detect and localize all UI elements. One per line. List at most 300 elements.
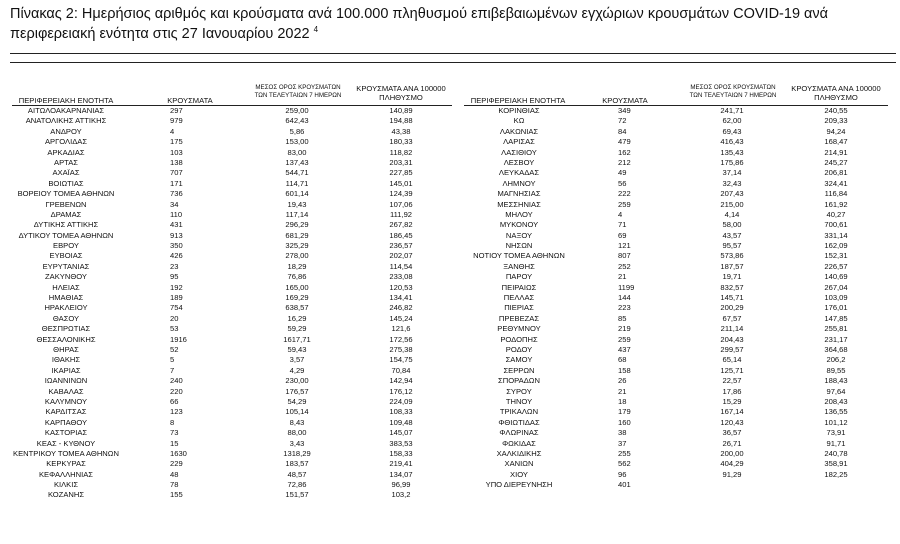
left-header-avg <box>245 84 351 100</box>
right-cell-avg: 22,57 <box>722 376 742 386</box>
left-cell-rate: 158,33 <box>389 448 413 458</box>
table-row <box>0 231 455 241</box>
table-row <box>455 376 900 386</box>
right-cell-avg: 26,71 <box>722 438 742 448</box>
left-cell-rate: 172,56 <box>389 334 413 344</box>
left-cell-avg: 165,00 <box>285 282 309 292</box>
right-cell-region: ΛΕΣΒΟΥ <box>503 157 535 167</box>
table-row <box>0 459 455 469</box>
table-row <box>0 168 455 178</box>
left-cell-rate: 154,75 <box>389 355 413 365</box>
right-cell-region: ΛΑΚΩΝΙΑΣ <box>499 126 539 136</box>
right-cell-cases: 349 <box>618 106 631 115</box>
right-cell-rate: 208,43 <box>824 396 848 406</box>
left-cell-rate: 275,38 <box>389 344 413 354</box>
left-cell-rate: 142,94 <box>389 376 413 386</box>
right-cell-avg: 67,57 <box>722 313 742 323</box>
table-row <box>0 251 455 261</box>
left-cell-avg: 72,86 <box>287 480 307 490</box>
right-cell-cases: 252 <box>618 261 631 271</box>
left-cell-avg: 114,71 <box>285 178 309 188</box>
right-cell-region: ΦΛΩΡΙΝΑΣ <box>499 428 539 438</box>
left-cell-region: ΕΥΡΥΤΑΝΙΑΣ <box>42 261 90 271</box>
right-cell-avg: 65,14 <box>722 355 742 365</box>
right-cell-rate: 73,91 <box>826 428 846 438</box>
table-row <box>455 407 900 417</box>
left-cell-cases: 123 <box>170 407 183 417</box>
right-cell-cases: 26 <box>618 376 627 386</box>
right-cell-rate: 240,78 <box>824 448 848 458</box>
right-cell-rate: 182,25 <box>824 469 848 479</box>
left-cell-avg: 230,00 <box>285 376 309 386</box>
left-header-rate-line1: ΚΡΟΥΣΜΑΤΑ ΑΝΑ 100000 <box>356 84 446 93</box>
left-cell-region: ΑΙΤΩΛΟΑΚΑΡΝΑΝΙΑΣ <box>27 106 105 115</box>
right-cell-cases: 807 <box>618 251 631 261</box>
right-cell-region: ΛΑΡΙΣΑΣ <box>503 137 535 147</box>
table-row <box>0 189 455 199</box>
right-cell-avg: 43,57 <box>722 230 742 240</box>
right-cell-avg: 211,14 <box>720 324 744 334</box>
left-cell-cases: 7 <box>170 365 175 375</box>
table-row <box>455 262 900 272</box>
table-row <box>455 293 900 303</box>
right-cell-region: ΠΕΛΛΑΣ <box>503 293 535 303</box>
left-cell-region: ΗΛΕΙΑΣ <box>52 282 80 292</box>
left-cell-region: ΔΥΤΙΚΟΥ ΤΟΜΕΑ ΑΘΗΝΩΝ <box>18 230 114 240</box>
left-cell-avg: 4,29 <box>289 365 305 375</box>
right-cell-avg: 4,14 <box>724 209 740 219</box>
left-cell-avg: 183,57 <box>285 459 309 469</box>
table-row <box>455 127 900 137</box>
table-row <box>455 366 900 376</box>
right-cell-rate: 89,55 <box>826 365 846 375</box>
left-cell-region: ΑΡΓΟΛΙΔΑΣ <box>44 137 88 147</box>
left-cell-cases: 20 <box>170 313 179 323</box>
right-cell-region: ΣΥΡΟΥ <box>506 386 532 396</box>
right-cell-cases: 437 <box>618 344 631 354</box>
left-cell-cases: 171 <box>170 178 183 188</box>
left-cell-avg: 117,14 <box>285 209 309 219</box>
right-cell-region: ΛΕΥΚΑΔΑΣ <box>498 168 540 178</box>
left-cell-cases: 48 <box>170 469 179 479</box>
right-cell-rate: 147,85 <box>824 313 848 323</box>
right-cell-rate: 206,2 <box>826 355 846 365</box>
left-cell-avg: 19,43 <box>287 199 307 209</box>
right-cell-rate: 226,57 <box>824 261 848 271</box>
left-cell-avg: 137,43 <box>285 157 309 167</box>
left-cell-region: ΙΘΑΚΗΣ <box>51 355 81 365</box>
left-cell-cases: 913 <box>170 230 183 240</box>
table-row <box>455 459 900 469</box>
table-row <box>455 231 900 241</box>
left-cell-region: ΓΡΕΒΕΝΩΝ <box>45 199 87 209</box>
left-cell-cases: 5 <box>170 355 175 365</box>
right-cell-cases: 223 <box>618 303 631 313</box>
right-cell-rate: 700,61 <box>824 220 848 230</box>
right-cell-avg: 120,43 <box>720 417 744 427</box>
right-cell-region: ΣΠΟΡΑΔΩΝ <box>498 376 540 386</box>
table-row <box>0 324 455 334</box>
left-cell-rate: 145,07 <box>389 428 413 438</box>
right-cell-rate: 188,43 <box>824 376 848 386</box>
right-cell-avg: 37,14 <box>722 168 742 178</box>
right-cell-region: ΠΕΙΡΑΙΩΣ <box>501 282 537 292</box>
right-cell-cases: 1199 <box>618 282 635 292</box>
left-cell-avg: 59,29 <box>287 324 307 334</box>
table-row <box>0 179 455 189</box>
table-row <box>0 272 455 282</box>
left-cell-rate: 202,07 <box>389 251 413 261</box>
right-cell-rate: 245,27 <box>824 157 848 167</box>
table-row <box>455 168 900 178</box>
left-cell-cases: 73 <box>170 428 179 438</box>
left-cell-rate: 227,85 <box>389 168 413 178</box>
left-cell-region: ΔΡΑΜΑΣ <box>50 209 82 219</box>
left-cell-region: ΚΑΒΑΛΑΣ <box>48 386 84 396</box>
right-cell-rate: 331,14 <box>824 230 848 240</box>
left-cell-avg: 59,43 <box>287 344 307 354</box>
right-cell-rate: 91,71 <box>826 438 846 448</box>
table-row <box>455 116 900 126</box>
left-cell-region: ΗΜΑΘΙΑΣ <box>48 293 84 303</box>
right-cell-rate: 267,04 <box>824 282 848 292</box>
caption-footnote-marker: 4 <box>313 25 319 35</box>
right-cell-cases: 18 <box>618 396 627 406</box>
right-cell-avg: 241,71 <box>720 106 744 115</box>
left-cell-cases: 23 <box>170 261 179 271</box>
right-cell-region: ΝΑΞΟΥ <box>505 230 533 240</box>
right-cell-avg: 200,29 <box>720 303 744 313</box>
table-row <box>455 397 900 407</box>
right-cell-cases: 49 <box>618 168 627 178</box>
left-header-cases: ΚΡΟΥΣΜΑΤΑ <box>167 96 213 105</box>
left-cell-rate: 118,82 <box>389 147 413 157</box>
table-row <box>0 158 455 168</box>
left-cell-region: ΚΕΑΣ - ΚΥΘΝΟΥ <box>36 438 96 448</box>
left-cell-rate: 108,33 <box>389 407 413 417</box>
left-cell-rate: 70,84 <box>391 365 411 375</box>
left-cell-rate: 233,08 <box>389 272 413 282</box>
right-cell-cases: 259 <box>618 199 631 209</box>
left-cell-cases: 220 <box>170 386 183 396</box>
left-cell-rate: 267,82 <box>389 220 413 230</box>
left-cell-region: ΙΚΑΡΙΑΣ <box>51 365 81 375</box>
right-cell-region: ΚΟΡΙΝΘΙΑΣ <box>498 106 540 115</box>
right-cell-cases: 96 <box>618 469 627 479</box>
left-cell-rate: 134,41 <box>389 293 413 303</box>
left-cell-cases: 229 <box>170 459 183 469</box>
right-cell-cases: 219 <box>618 324 631 334</box>
left-cell-avg: 259,00 <box>285 106 309 115</box>
table-row <box>0 210 455 220</box>
left-cell-region: ΚΟΖΑΝΗΣ <box>47 490 85 500</box>
right-cell-rate: 209,33 <box>824 116 848 126</box>
right-cell-rate: 162,09 <box>824 241 848 251</box>
left-cell-cases: 707 <box>170 168 183 178</box>
right-cell-region: ΧΙΟΥ <box>510 469 528 479</box>
table-row <box>0 397 455 407</box>
left-cell-rate: 236,57 <box>389 241 413 251</box>
left-cell-rate: 109,48 <box>389 417 413 427</box>
right-cell-cases: 72 <box>618 116 627 126</box>
left-cell-cases: 110 <box>170 209 183 219</box>
right-cell-cases: 84 <box>618 126 627 136</box>
table-row <box>455 470 900 480</box>
right-cell-cases: 212 <box>618 157 631 167</box>
table-row <box>455 241 900 251</box>
left-cell-cases: 138 <box>170 157 183 167</box>
left-cell-region: ΕΒΡΟΥ <box>53 241 79 251</box>
left-cell-region: ΚΑΡΔΙΤΣΑΣ <box>45 407 87 417</box>
left-cell-region: ΚΙΛΚΙΣ <box>53 480 79 490</box>
right-cell-region: ΜΗΛΟΥ <box>505 209 533 219</box>
right-cell-rate: 101,12 <box>824 417 848 427</box>
left-cell-cases: 78 <box>170 480 179 490</box>
right-cell-rate: 152,31 <box>824 251 848 261</box>
right-header-region: ΠΕΡΙΦΕΡΕΙΑΚΗ ΕΝΟΤΗΤΑ <box>470 96 566 105</box>
table-row <box>0 116 455 126</box>
table-row <box>0 200 455 210</box>
right-cell-region: ΡΕΘΥΜΝΟΥ <box>497 324 541 334</box>
left-cell-avg: 18,29 <box>287 261 307 271</box>
table-row <box>455 335 900 345</box>
right-cell-cases: 160 <box>618 417 631 427</box>
left-cell-cases: 240 <box>170 376 183 386</box>
left-cell-avg: 3,43 <box>289 438 305 448</box>
left-cell-region: ΘΕΣΠΡΩΤΙΑΣ <box>41 324 91 334</box>
left-cell-rate: 114,54 <box>389 261 413 271</box>
right-cell-region: ΞΑΝΘΗΣ <box>503 261 535 271</box>
left-cell-rate: 103,2 <box>391 490 411 500</box>
caption-text: Πίνακας 2: Ημερήσιος αριθμός και κρούσματα ανά 100.000 πληθυσμού επιβεβαιωμένων εγχώριων κρουσμάτων COVID-19 ανά περιφερειακή ενότητα στις 27 Ιανουαρίου 2022 <box>10 6 829 42</box>
left-cell-region: ΑΝΑΤΟΛΙΚΗΣ ΑΤΤΙΚΗΣ <box>25 116 107 126</box>
right-cell-region: ΠΑΡΟΥ <box>505 272 533 282</box>
left-cell-rate: 120,53 <box>389 282 413 292</box>
right-cell-cases: 21 <box>618 386 627 396</box>
left-cell-avg: 105,14 <box>285 407 309 417</box>
right-header-rate-line2: ΠΛΗΘΥΣΜΟ <box>814 93 858 102</box>
right-cell-avg: 187,57 <box>720 261 744 271</box>
right-cell-avg: 175,86 <box>720 157 744 167</box>
right-cell-cases: 21 <box>618 272 627 282</box>
left-cell-avg: 3,57 <box>289 355 305 365</box>
right-cell-avg: 215,00 <box>720 199 744 209</box>
right-cell-rate: 364,68 <box>824 344 848 354</box>
left-cell-region: ΒΟΡΕΙΟΥ ΤΟΜΕΑ ΑΘΗΝΩΝ <box>17 189 115 199</box>
left-cell-avg: 88,00 <box>287 428 307 438</box>
table-row <box>455 106 900 116</box>
right-cell-cases: 69 <box>618 230 627 240</box>
table-row <box>455 418 900 428</box>
table-row <box>0 127 455 137</box>
left-cell-cases: 979 <box>170 116 183 126</box>
left-cell-cases: 1630 <box>170 448 187 458</box>
right-cell-region: ΜΕΣΣΗΝΙΑΣ <box>497 199 541 209</box>
left-cell-avg: 8,43 <box>289 417 305 427</box>
left-cell-avg: 153,00 <box>285 137 309 147</box>
left-cell-region: ΔΥΤΙΚΗΣ ΑΤΤΙΚΗΣ <box>33 220 99 230</box>
left-header-avg-line2: ΤΩΝ ΤΕΛΕΥΤΑΙΩΝ 7 ΗΜΕΡΩΝ <box>254 92 342 99</box>
table-row <box>455 355 900 365</box>
left-cell-avg: 296,29 <box>285 220 309 230</box>
left-cell-avg: 169,29 <box>285 293 309 303</box>
left-cell-rate: 176,12 <box>389 386 413 396</box>
left-cell-avg: 544,71 <box>285 168 309 178</box>
left-cell-rate: 111,92 <box>389 209 413 219</box>
left-cell-cases: 736 <box>170 189 183 199</box>
right-cell-avg: 32,43 <box>722 178 742 188</box>
left-cell-avg: 54,29 <box>287 396 307 406</box>
table-row <box>455 324 900 334</box>
table-row <box>455 251 900 261</box>
left-cell-cases: 350 <box>170 241 183 251</box>
right-cell-cases: 56 <box>618 178 627 188</box>
table-row <box>0 387 455 397</box>
table-row <box>455 345 900 355</box>
right-cell-avg: 832,57 <box>720 282 744 292</box>
table-row <box>455 158 900 168</box>
right-cell-rate: 358,91 <box>824 459 848 469</box>
right-cell-rate: 240,55 <box>824 106 848 115</box>
right-header-avg-line2: ΤΩΝ ΤΕΛΕΥΤΑΙΩΝ 7 ΗΜΕΡΩΝ <box>689 92 777 99</box>
left-cell-rate: 219,41 <box>389 459 413 469</box>
right-cell-cases: 4 <box>618 209 623 219</box>
left-cell-rate: 180,33 <box>389 137 413 147</box>
right-cell-region: ΣΑΜΟΥ <box>505 355 533 365</box>
table-row <box>0 439 455 449</box>
table-row <box>455 314 900 324</box>
right-cell-rate: 116,84 <box>824 189 848 199</box>
right-cell-avg: 36,57 <box>722 428 742 438</box>
right-cell-avg: 62,00 <box>722 116 742 126</box>
table-row <box>0 376 455 386</box>
left-cell-region: ΚΕΦΑΛΛΗΝΙΑΣ <box>38 469 94 479</box>
caption-rule-bottom <box>10 62 896 63</box>
right-cell-cases: 401 <box>618 480 631 490</box>
table-row <box>0 303 455 313</box>
right-cell-region: ΝΗΣΩΝ <box>505 241 533 251</box>
left-cell-cases: 754 <box>170 303 183 313</box>
left-cell-avg: 5,86 <box>289 126 305 136</box>
table-row <box>0 470 455 480</box>
left-cell-region: ΙΩΑΝΝΙΝΩΝ <box>44 376 88 386</box>
right-cell-cases: 259 <box>618 334 631 344</box>
table-row <box>455 179 900 189</box>
right-cell-avg: 145,71 <box>720 293 744 303</box>
right-cell-cases: 158 <box>618 365 631 375</box>
right-header-avg-line1: ΜΕΣΟΣ ΟΡΟΣ ΚΡΟΥΣΜΑΤΩΝ <box>690 84 776 91</box>
left-header-rate-line2: ΠΛΗΘΥΣΜΟ <box>379 93 423 102</box>
table-row <box>0 137 455 147</box>
left-cell-avg: 16,29 <box>287 313 307 323</box>
table-row <box>455 428 900 438</box>
right-cell-avg: 573,86 <box>720 251 744 261</box>
table-row <box>0 293 455 303</box>
right-cell-region: ΤΗΝΟΥ <box>505 396 533 406</box>
left-cell-region: ΘΕΣΣΑΛΟΝΙΚΗΣ <box>36 334 96 344</box>
left-cell-region: ΚΑΡΠΑΘΟΥ <box>44 417 88 427</box>
right-cell-avg: 404,29 <box>720 459 744 469</box>
left-cell-rate: 43,38 <box>391 126 411 136</box>
right-cell-rate: 136,55 <box>824 407 848 417</box>
left-cell-rate: 124,39 <box>389 189 413 199</box>
left-cell-cases: 95 <box>170 272 179 282</box>
left-cell-avg: 601,14 <box>285 189 309 199</box>
right-cell-region: ΡΟΔΟΠΗΣ <box>500 334 538 344</box>
left-header-rate <box>352 84 450 102</box>
left-cell-cases: 66 <box>170 396 179 406</box>
right-cell-region: ΧΑΝΙΩΝ <box>504 459 534 469</box>
left-cell-region: ΑΧΑΪΑΣ <box>52 168 80 178</box>
table-row <box>455 189 900 199</box>
right-cell-rate: 255,81 <box>824 324 848 334</box>
right-cell-rate: 231,17 <box>824 334 848 344</box>
right-cell-cases: 479 <box>618 137 631 147</box>
left-cell-rate: 145,01 <box>389 178 413 188</box>
left-cell-region: ΚΑΛΥΜΝΟΥ <box>44 396 88 406</box>
table-row <box>0 220 455 230</box>
right-cell-rate: 206,81 <box>824 168 848 178</box>
left-cell-region: ΘΗΡΑΣ <box>53 344 79 354</box>
right-cell-rate: 40,27 <box>826 209 846 219</box>
table-row <box>455 200 900 210</box>
table-row <box>0 418 455 428</box>
right-cell-region: ΛΑΣΙΘΙΟΥ <box>501 147 537 157</box>
right-cell-cases: 38 <box>618 428 627 438</box>
table-row <box>455 272 900 282</box>
right-cell-region: ΧΑΛΚΙΔΙΚΗΣ <box>496 448 542 458</box>
left-cell-region: ΖΑΚΥΝΘΟΥ <box>45 272 87 282</box>
left-cell-region: ΚΕΡΚΥΡΑΣ <box>46 459 86 469</box>
table-row <box>0 314 455 324</box>
left-cell-avg: 681,29 <box>285 230 309 240</box>
table-row <box>455 148 900 158</box>
left-cell-rate: 383,53 <box>389 438 413 448</box>
left-header-avg-line1: ΜΕΣΟΣ ΟΡΟΣ ΚΡΟΥΣΜΑΤΩΝ <box>255 84 341 91</box>
right-cell-cases: 255 <box>618 448 631 458</box>
right-cell-avg: 19,71 <box>722 272 742 282</box>
left-cell-avg: 76,86 <box>287 272 307 282</box>
left-cell-avg: 325,29 <box>285 241 309 251</box>
left-cell-cases: 103 <box>170 147 183 157</box>
left-cell-avg: 83,00 <box>287 147 307 157</box>
caption-rule-top <box>10 53 896 54</box>
table-row <box>0 490 455 500</box>
left-cell-avg: 638,57 <box>285 303 309 313</box>
left-cell-cases: 4 <box>170 126 175 136</box>
left-cell-region: ΕΥΒΟΙΑΣ <box>49 251 83 261</box>
left-cell-cases: 1916 <box>170 334 187 344</box>
left-cell-cases: 175 <box>170 137 183 147</box>
left-cell-rate: 246,82 <box>389 303 413 313</box>
right-cell-region: ΡΟΔΟΥ <box>505 344 533 354</box>
right-cell-rate: 97,64 <box>826 386 846 396</box>
table-row <box>0 148 455 158</box>
right-cell-cases: 121 <box>618 241 631 251</box>
table-row <box>455 220 900 230</box>
table-row <box>0 355 455 365</box>
right-cell-avg: 167,14 <box>720 407 744 417</box>
right-cell-avg: 135,43 <box>720 147 744 157</box>
left-cell-avg: 1318,29 <box>283 448 311 458</box>
right-cell-avg: 207,43 <box>720 189 744 199</box>
right-cell-rate: 140,69 <box>824 272 848 282</box>
left-cell-avg: 151,57 <box>285 490 309 500</box>
right-cell-rate: 161,92 <box>824 199 848 209</box>
right-cell-cases: 179 <box>618 407 631 417</box>
table-row <box>0 283 455 293</box>
left-cell-region: ΘΑΣΟΥ <box>52 313 80 323</box>
